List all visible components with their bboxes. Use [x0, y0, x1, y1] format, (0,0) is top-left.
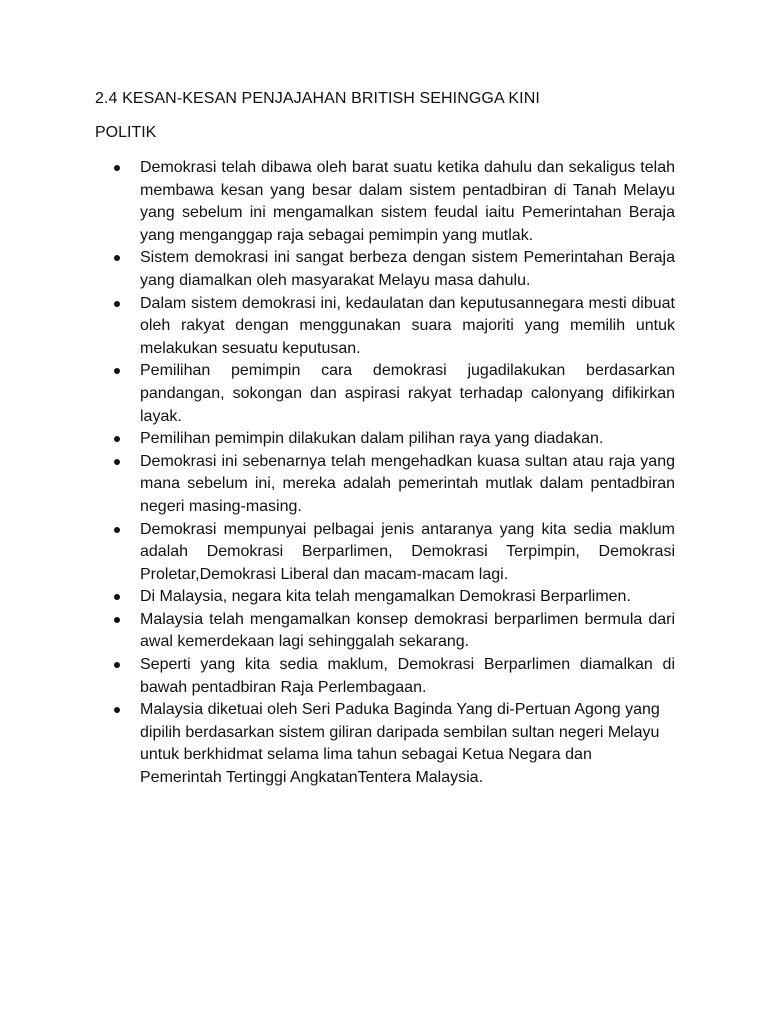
bullet-text: Sistem demokrasi ini sangat berbeza dengan sistem Pemerintahan Beraja yang diamalkan oleh masyarakat Melayu masa dahulu.: [140, 249, 675, 289]
list-item: [113, 609, 675, 654]
bullet-text: Demokrasi mempunyai pelbagai jenis antaranya yang kita sedia maklum adalah Demokrasi Berparlimen, Demokrasi Terpimpin, Demokrasi Proletar,Demokrasi Liberal dan macam-macam lagi.: [140, 520, 675, 583]
bullet-text: Pemilihan pemimpin cara demokrasi jugadilakukan berdasarkan pandangan, sokongan dan aspirasi rakyat terhadap calonyang difikirkan layak.: [140, 362, 675, 425]
bullet-text: Dalam sistem demokrasi ini, kedaulatan dan keputusannegara mesti dibuat oleh rakyat dengan menggunakan suara majoriti yang memilih untuk melakukan sesuatu keputusan.: [140, 294, 675, 357]
list-item: [113, 428, 675, 451]
bullet-text: Malaysia diketuai oleh Seri Paduka Baginda Yang di-Pertuan Agong yang dipilih berdasarkan sistem giliran daripada sembilan sultan negeri Melayu untuk berkhidmat selama lima tahun sebagai Ketua Negara dan Pemerintah Tertinggi AngkatanTentera Malaysia.: [140, 701, 660, 787]
bullet-icon: [114, 662, 120, 668]
list-item: [113, 360, 675, 428]
list-item: [113, 157, 675, 247]
list-item: [113, 247, 675, 292]
bullet-text: Di Malaysia, negara kita telah mengamalkan Demokrasi Berparlimen.: [140, 588, 631, 606]
bullet-list: [113, 157, 675, 790]
bullet-icon: [114, 594, 120, 600]
list-item: [113, 699, 675, 789]
bullet-icon: [114, 301, 120, 307]
bullet-icon: [114, 436, 120, 442]
list-item: [113, 586, 675, 609]
list-item: [113, 293, 675, 361]
bullet-text: Demokrasi ini sebenarnya telah mengehadkan kuasa sultan atau raja yang mana sebelum ini, mereka adalah pemerintah mutlak dalam pentadbiran negeri masing-masing.: [140, 452, 675, 515]
bullet-text: Malaysia telah mengamalkan konsep demokrasi berparlimen bermula dari awal kemerdekaan lagi sehinggalah sekarang.: [140, 610, 675, 651]
bullet-icon: [114, 165, 120, 171]
list-item: [113, 654, 675, 699]
subsection-heading: POLITIK: [95, 124, 157, 141]
bullet-icon: [114, 368, 120, 374]
bullet-text: Demokrasi telah dibawa oleh barat suatu ketika dahulu dan sekaligus telah membawa kesan yang besar dalam sistem pentadbiran di Tanah Melayu yang sebelum ini mengamalkan sistem feudal iaitu Pemerintahan Beraja yang menganggap raja sebagai pemimpin yang mutlak.: [140, 159, 675, 244]
bullet-icon: [114, 459, 120, 465]
bullet-icon: [114, 707, 120, 713]
bullet-text: Seperti yang kita sedia maklum, Demokrasi Berparlimen diamalkan di bawah pentadbiran Raja Perlembagaan.: [140, 656, 675, 696]
bullet-icon: [114, 527, 120, 533]
list-item: [113, 519, 675, 587]
bullet-text: Pemilihan pemimpin dilakukan dalam pilihan raya yang diadakan.: [140, 430, 604, 448]
list-item: [113, 451, 675, 519]
bullet-icon: [114, 617, 120, 623]
bullet-icon: [114, 255, 120, 261]
section-heading: 2.4 KESAN-KESAN PENJAJAHAN BRITISH SEHINGGA KINI: [95, 90, 540, 107]
